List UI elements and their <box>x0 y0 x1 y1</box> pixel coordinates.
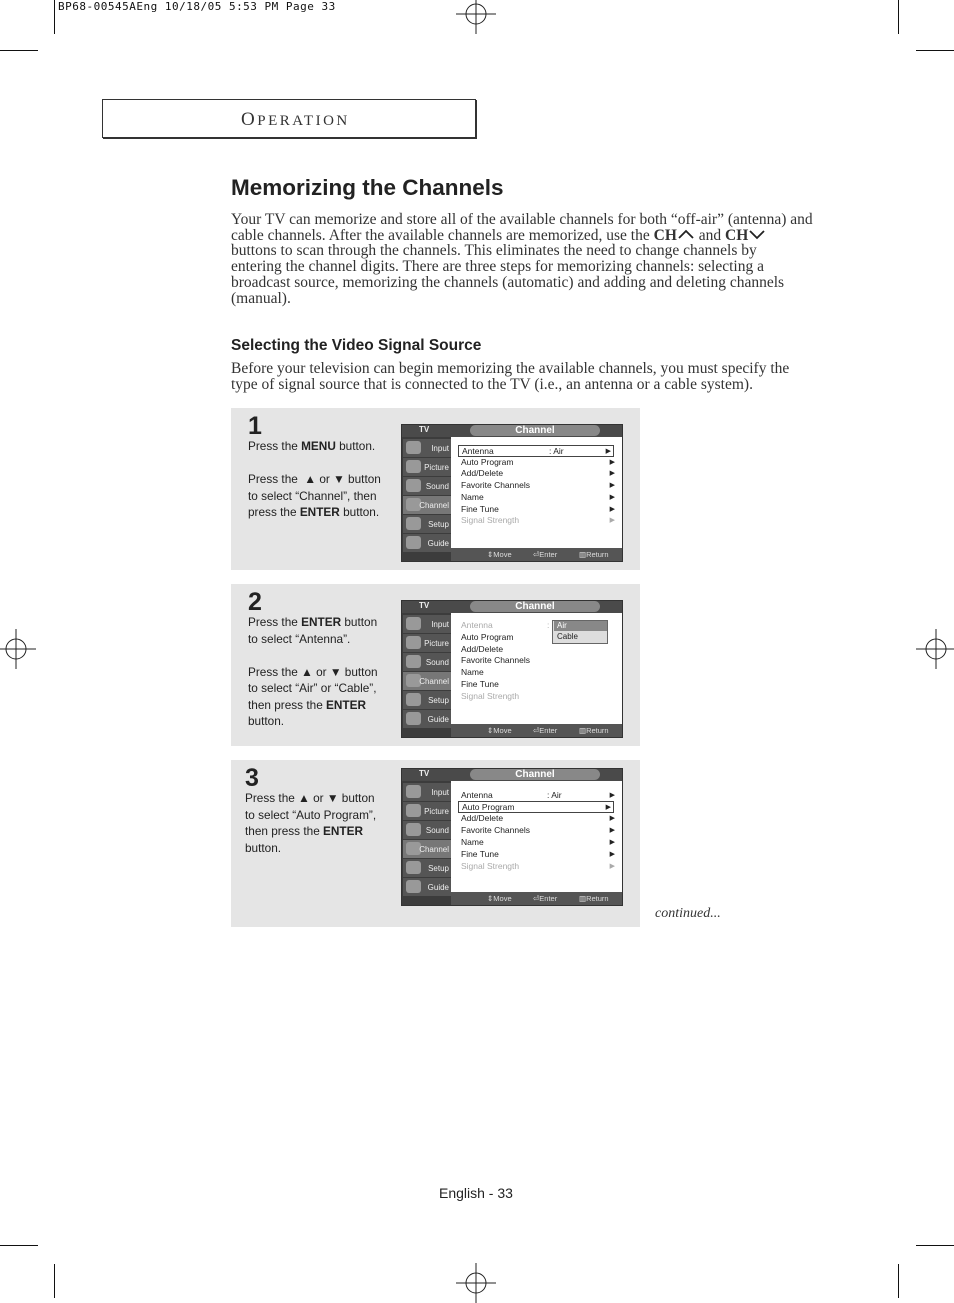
side-item-input[interactable]: Input <box>403 439 451 457</box>
enter-hint: ⏎ Enter <box>533 550 558 559</box>
move-hint: ⇕ Move <box>487 726 512 735</box>
registration-mark-icon <box>0 629 36 669</box>
menu-footer <box>451 892 622 905</box>
menu-sidebar <box>402 437 451 561</box>
step-number: 2 <box>248 588 262 616</box>
menu-sidebar <box>402 613 451 737</box>
move-hint: ⇕ Move <box>487 550 512 559</box>
side-item-input[interactable]: Input <box>403 615 451 633</box>
guide-icon <box>406 536 421 549</box>
menu-row-signal-strength: Signal Strength ▶ <box>461 515 615 525</box>
menu-title: Channel <box>470 601 600 612</box>
picture-icon <box>406 460 421 473</box>
step-instructions: Press the ▲ or ▼ button to select “Auto Program”, then press the ENTER button. <box>245 791 377 855</box>
antenna-dropdown[interactable] <box>552 620 608 644</box>
crop-mark <box>916 50 954 51</box>
menu-row-signal-strength: Signal Strength ▶ <box>461 861 615 871</box>
menu-title: Channel <box>470 769 600 780</box>
input-icon <box>406 785 421 798</box>
side-item-input[interactable]: Input <box>403 783 451 801</box>
side-item-sound[interactable]: Sound <box>403 477 451 495</box>
option-air[interactable]: Air <box>554 621 607 631</box>
enter-hint: ⏎ Enter <box>533 894 558 903</box>
menu-row-favorite[interactable]: Favorite Channels ▶ <box>461 480 615 490</box>
guide-icon <box>406 880 421 893</box>
setup-icon <box>406 861 421 874</box>
tv-menu-screen: TV Channel Input Picture Sound Channel Setup Guide Antenna : Auto Program Add/Delete Favorite Channels Name Fine Tune Signal Strength Air Cable ⇕ Move ⏎ Enter ▥ Return <box>401 600 623 738</box>
menu-sidebar <box>402 781 451 905</box>
side-item-picture[interactable]: Picture <box>403 802 451 820</box>
step-3-panel <box>231 760 640 927</box>
chevron-up-icon <box>677 229 695 240</box>
step-1-panel <box>231 408 640 570</box>
menu-footer <box>451 548 622 561</box>
menu-row-signal-strength: Signal Strength <box>461 691 520 701</box>
menu-row-fine-tune[interactable]: Fine Tune ▶ <box>461 504 615 514</box>
section-label: OPERATION <box>241 109 350 130</box>
continued-note: continued... <box>655 906 721 921</box>
tv-menu-screen: TV Channel Input Picture Sound Channel Setup Guide Antenna : Air ▶ Auto Program ▶ Add/Delete ▶ Favorite Channels ▶ Name ▶ Fine Tune ▶ Signal Strength ▶ ⇕ Move ⏎ Enter ▥ Return <box>401 768 623 906</box>
menu-row-fine-tune[interactable]: Fine Tune <box>461 679 499 689</box>
return-hint: ▥ Return <box>579 894 609 903</box>
setup-icon <box>406 517 421 530</box>
registration-mark-icon <box>456 0 496 34</box>
tv-menu-screen: TV Channel Input Picture Sound Channel Setup Guide Antenna : Air ▶ Auto Program ▶ Add/Delete ▶ Favorite Channels ▶ Name ▶ Fine Tune ▶ Signal Strength ▶ ⇕ Move ⏎ Enter ▥ Return <box>401 424 623 562</box>
sound-icon <box>406 655 421 668</box>
side-item-setup[interactable]: Setup <box>403 515 451 533</box>
menu-row-antenna[interactable]: Antenna : Air ▶ <box>458 445 614 457</box>
menu-row-name[interactable]: Name ▶ <box>461 492 615 502</box>
menu-row-add-delete[interactable]: Add/Delete <box>461 644 504 654</box>
option-cable[interactable]: Cable <box>557 632 578 641</box>
sub-paragraph: Before your television can begin memorizing the available channels, you must specify the type of signal source that is connected to the TV (i.e., an antenna or a cable system). <box>231 360 790 393</box>
picture-icon <box>406 636 421 649</box>
return-hint: ▥ Return <box>579 550 609 559</box>
crop-mark <box>0 50 38 51</box>
sound-icon <box>406 479 421 492</box>
crop-mark <box>916 1245 954 1246</box>
crop-mark <box>898 0 899 34</box>
crop-mark <box>54 0 55 34</box>
section-header <box>102 99 476 138</box>
sound-icon <box>406 823 421 836</box>
side-item-channel[interactable]: Channel <box>403 840 451 858</box>
side-item-guide[interactable]: Guide <box>403 878 451 896</box>
move-hint: ⇕ Move <box>487 894 512 903</box>
side-item-sound[interactable]: Sound <box>403 821 451 839</box>
intro-paragraph: Your TV can memorize and store all of the available channels for both “off-air” (antenna) and cable channels. After the available channels are memorized, use the CH and CH buttons to scan through the channels. This eliminates the need to change channels by entering the channel digits. There are three steps for memorizing channels: selecting a broadcast source, memorizing the channels (automatic) and adding and deleting channels (manual). <box>231 211 813 307</box>
setup-icon <box>406 693 421 706</box>
page-title: Memorizing the Channels <box>231 175 504 200</box>
side-item-channel[interactable]: Channel <box>403 496 451 514</box>
picture-icon <box>406 804 421 817</box>
step-2-panel <box>231 584 640 746</box>
chevron-down-icon <box>748 229 766 240</box>
subheading: Selecting the Video Signal Source <box>231 337 482 354</box>
menu-row-add-delete[interactable]: Add/Delete ▶ <box>461 813 615 823</box>
crop-mark <box>0 1245 38 1246</box>
step-instructions: Press the ENTER button to select “Antenna”. Press the ▲ or ▼ button to select “Air” or “Cable”, then press the ENTER button. <box>248 615 378 728</box>
side-item-picture[interactable]: Picture <box>403 634 451 652</box>
step-number: 1 <box>248 412 262 440</box>
menu-row-antenna[interactable]: Antenna : <box>461 620 550 630</box>
menu-row-auto-program[interactable]: Auto Program ▶ <box>461 457 615 467</box>
side-item-setup[interactable]: Setup <box>403 691 451 709</box>
menu-footer <box>451 724 622 737</box>
menu-row-name[interactable]: Name ▶ <box>461 837 615 847</box>
registration-mark-icon <box>456 1263 496 1303</box>
registration-mark-icon <box>916 629 954 669</box>
side-item-picture[interactable]: Picture <box>403 458 451 476</box>
step-number: 3 <box>245 764 259 792</box>
side-item-setup[interactable]: Setup <box>403 859 451 877</box>
menu-row-antenna[interactable]: Antenna : Air ▶ <box>461 790 615 800</box>
enter-hint: ⏎ Enter <box>533 726 558 735</box>
side-item-guide[interactable]: Guide <box>403 710 451 728</box>
menu-row-favorite[interactable]: Favorite Channels ▶ <box>461 825 615 835</box>
return-hint: ▥ Return <box>579 726 609 735</box>
guide-icon <box>406 712 421 725</box>
menu-row-auto-program[interactable]: Auto Program ▶ <box>458 801 614 813</box>
print-header: BP68-00545AEng 10/18/05 5:53 PM Page 33 <box>58 0 336 13</box>
side-item-guide[interactable]: Guide <box>403 534 451 552</box>
menu-row-auto-program[interactable]: Auto Program <box>461 632 514 642</box>
menu-row-add-delete[interactable]: Add/Delete ▶ <box>461 468 615 478</box>
side-item-sound[interactable]: Sound <box>403 653 451 671</box>
input-icon <box>406 617 421 630</box>
menu-title: Channel <box>470 425 600 436</box>
side-item-channel[interactable]: Channel <box>403 672 451 690</box>
crop-mark <box>898 1264 899 1298</box>
crop-mark <box>54 1264 55 1298</box>
menu-row-favorite[interactable]: Favorite Channels <box>461 655 530 665</box>
page-number: English - 33 <box>439 1185 513 1201</box>
menu-row-name[interactable]: Name <box>461 667 484 677</box>
step-instructions: Press the MENU button. Press the ▲ or ▼ button to select “Channel”, then press the ENTER button. <box>248 439 381 519</box>
input-icon <box>406 441 421 454</box>
menu-row-fine-tune[interactable]: Fine Tune ▶ <box>461 849 615 859</box>
